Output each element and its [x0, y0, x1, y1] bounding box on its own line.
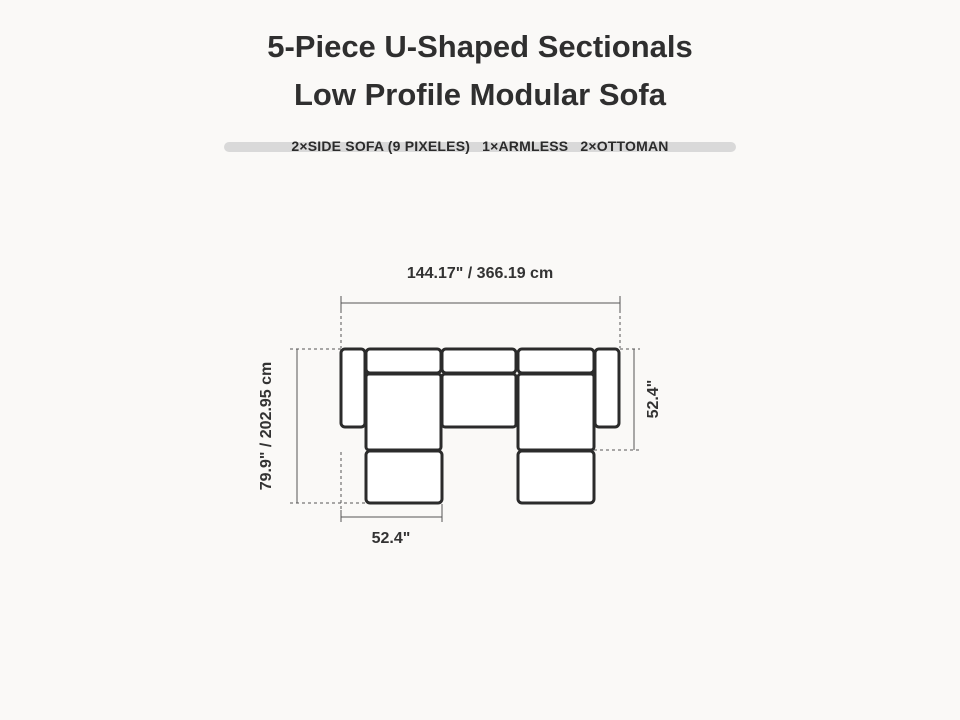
title-line-2: Low Profile Modular Sofa: [293, 77, 666, 112]
title-line-1: 5-Piece U-Shaped Sectionals: [267, 29, 693, 64]
component-side-sofa: 2×SIDE SOFA (9 PIXELES): [291, 138, 471, 154]
left-ottoman: [366, 451, 442, 503]
sofa-depth-label: 52.4": [645, 379, 662, 419]
left-seat: [366, 374, 441, 450]
right-ottoman: [518, 451, 594, 503]
left-arm: [341, 349, 365, 427]
armless-seat: [442, 374, 516, 427]
right-seat: [518, 374, 594, 450]
left-back-cushion: [366, 349, 441, 373]
sofa-modules: [341, 349, 619, 503]
right-arm: [595, 349, 619, 427]
right-back-cushion: [518, 349, 594, 373]
component-armless: 1×ARMLESS: [482, 138, 569, 154]
component-ottoman: 2×OTTOMAN: [580, 138, 669, 154]
chaise-width-label: 52.4": [371, 530, 411, 547]
overall-width-label: 144.17" / 366.19 cm: [406, 265, 554, 282]
overall-depth-label: 79.9" / 202.95 cm: [258, 361, 275, 491]
armless-back-cushion: [442, 349, 516, 373]
